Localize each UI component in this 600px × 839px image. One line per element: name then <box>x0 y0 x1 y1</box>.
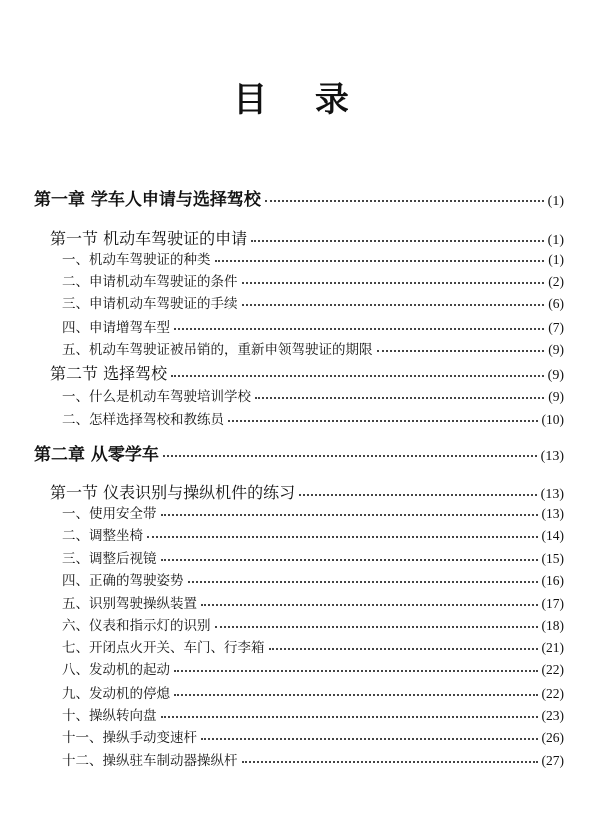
toc-page-number: (16) <box>541 573 564 588</box>
dot-leader <box>188 581 538 583</box>
dot-leader <box>174 694 538 696</box>
toc-item-row <box>62 704 564 724</box>
toc-item-row <box>62 592 564 612</box>
toc-item-row <box>62 502 564 522</box>
toc-item-row <box>62 408 564 428</box>
toc-entry-title: 七、开闭点火开关、车门、行李箱 <box>62 640 265 656</box>
dot-leader <box>255 397 544 399</box>
dot-leader <box>163 455 537 457</box>
toc-section-row <box>50 480 564 503</box>
toc-page-number: (15) <box>541 551 564 566</box>
toc-item-row <box>62 292 564 312</box>
toc-item-row <box>62 682 564 702</box>
toc-entry-title: 十二、操纵驻车制动器操纵杆 <box>62 753 238 769</box>
dot-leader <box>161 559 538 561</box>
toc-page-number: (13) <box>540 487 564 502</box>
toc-entry-title: 第二节 选择驾校 <box>50 364 168 383</box>
toc-page-number: (18) <box>541 618 564 633</box>
toc-entry-title: 第一节 机动车驾驶证的申请 <box>50 229 248 248</box>
dot-leader <box>242 304 545 306</box>
toc-entry-title: 五、机动车驾驶证被吊销的，重新申领驾驶证的期限 <box>62 342 373 358</box>
dot-leader <box>201 604 538 606</box>
toc-entry-title: 四、申请增驾车型 <box>62 320 170 336</box>
toc-entry-title: 二、调整坐椅 <box>62 528 143 544</box>
dot-leader <box>161 716 538 718</box>
toc-section-row <box>50 226 564 249</box>
dot-leader <box>215 260 545 262</box>
toc-entry-title: 一、机动车驾驶证的种类 <box>62 252 211 268</box>
toc-item-row <box>62 338 564 358</box>
dot-leader <box>377 350 545 352</box>
toc-chapter-row <box>34 440 564 465</box>
dot-leader <box>299 494 537 496</box>
toc-item-row <box>62 547 564 567</box>
toc-entry-title: 二、怎样选择驾校和教练员 <box>62 412 224 428</box>
toc-page-number: (1) <box>547 194 564 209</box>
dot-leader <box>201 738 538 740</box>
dot-leader <box>242 282 545 284</box>
toc-page-number: (17) <box>541 596 564 611</box>
toc-entry-title: 六、仪表和指示灯的识别 <box>62 618 211 634</box>
toc-entry-title: 第一节 仪表识别与操纵机件的练习 <box>50 483 296 502</box>
toc-page-number: (21) <box>541 640 564 655</box>
toc-item-row <box>62 636 564 656</box>
toc-entry-title: 一、什么是机动车驾驶培训学校 <box>62 389 251 405</box>
toc-chapter-row <box>34 185 564 210</box>
dot-leader <box>228 420 538 422</box>
toc-page-number: (26) <box>541 730 564 745</box>
toc-item-row <box>62 569 564 589</box>
dot-leader <box>147 536 538 538</box>
toc-page-number: (6) <box>548 296 564 311</box>
toc-item-row <box>62 524 564 544</box>
toc-entry-title: 十、操纵转向盘 <box>62 708 157 724</box>
toc-entry-title: 三、调整后视镜 <box>62 551 157 567</box>
toc-entry-title: 第一章 学车人申请与选择驾校 <box>34 190 261 210</box>
toc-item-row <box>62 316 564 336</box>
toc-item-row <box>62 385 564 405</box>
toc-page-number: (2) <box>548 274 564 289</box>
toc-page-number: (10) <box>541 412 564 427</box>
toc-page-number: (9) <box>547 368 564 383</box>
toc-item-row <box>62 726 564 746</box>
toc-page-number: (7) <box>548 320 564 335</box>
toc-page-number: (1) <box>548 252 564 267</box>
toc-entry-title: 三、申请机动车驾驶证的手续 <box>62 296 238 312</box>
dot-leader <box>215 626 538 628</box>
toc-entry-title: 二、申请机动车驾驶证的条件 <box>62 274 238 290</box>
toc-page-number: (9) <box>548 342 564 357</box>
toc-page-number: (23) <box>541 708 564 723</box>
toc-section-row <box>50 361 564 384</box>
toc-entry-title: 五、识别驾驶操纵装置 <box>62 596 197 612</box>
toc-entry-title: 八、发动机的起动 <box>62 662 170 678</box>
toc-item-row <box>62 749 564 769</box>
toc-page-number: (22) <box>541 686 564 701</box>
toc-page-number: (14) <box>541 528 564 543</box>
toc-entry-title: 十一、操纵手动变速杆 <box>62 730 197 746</box>
dot-leader <box>269 648 538 650</box>
dot-leader <box>174 328 544 330</box>
toc-page-number: (22) <box>541 662 564 677</box>
dot-leader <box>242 761 538 763</box>
toc-page-number: (13) <box>541 506 564 521</box>
dot-leader <box>265 200 544 202</box>
toc-item-row <box>62 270 564 290</box>
toc-item-row <box>62 248 564 268</box>
dot-leader <box>161 514 538 516</box>
toc-item-row <box>62 614 564 634</box>
toc-entry-title: 九、发动机的停熄 <box>62 686 170 702</box>
dot-leader <box>251 240 544 242</box>
toc-page-number: (13) <box>540 449 564 464</box>
toc-page-number: (9) <box>548 389 564 404</box>
dot-leader <box>171 375 544 377</box>
dot-leader <box>174 670 538 672</box>
toc-page-number: (1) <box>547 233 564 248</box>
toc-entry-title: 第二章 从零学车 <box>34 445 159 465</box>
toc-entry-title: 四、正确的驾驶姿势 <box>62 573 184 589</box>
toc-item-row <box>62 658 564 678</box>
page-title: 目 录 <box>233 80 367 120</box>
toc-entry-title: 一、使用安全带 <box>62 506 157 522</box>
toc-page-number: (27) <box>541 753 564 768</box>
